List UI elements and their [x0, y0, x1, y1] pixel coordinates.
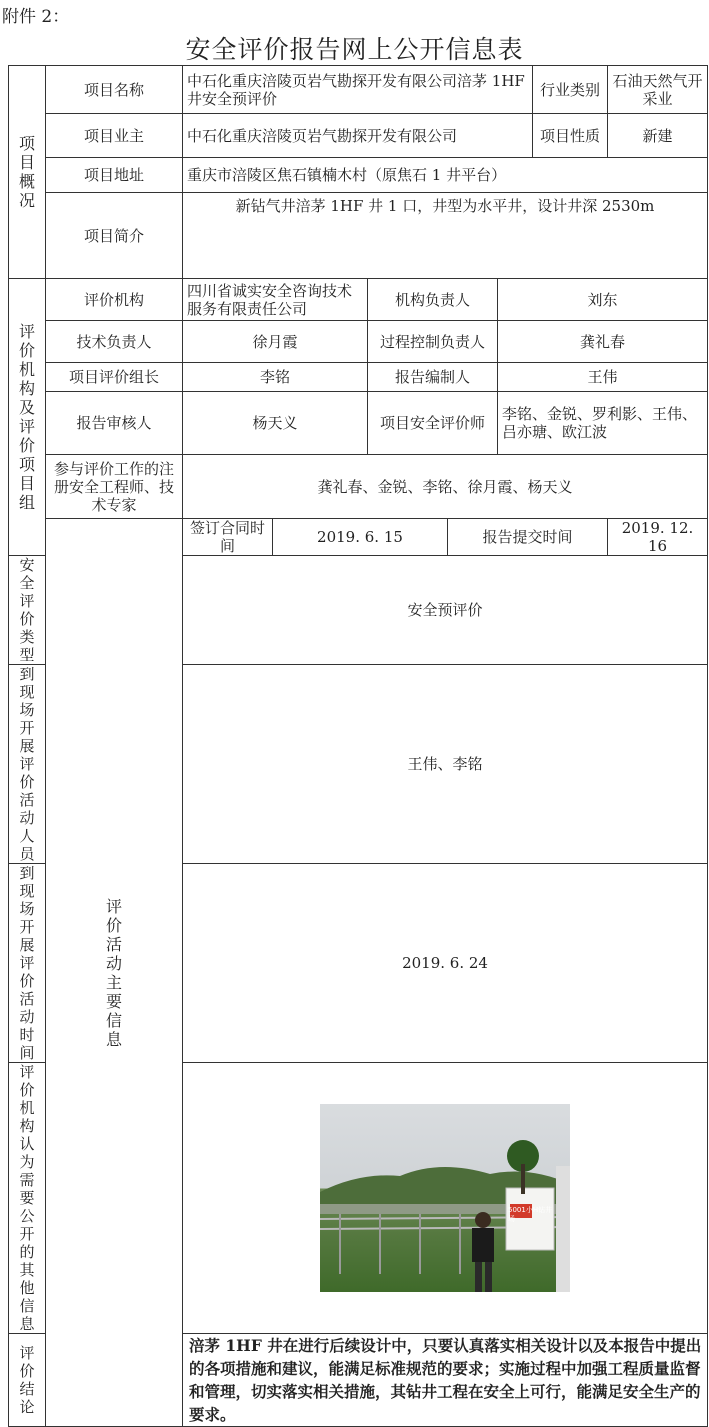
nature-label: 项目性质 — [533, 114, 608, 158]
site-photo-drawing — [320, 1104, 570, 1292]
leader-label: 项目评价组长 — [46, 363, 183, 392]
process-head-value: 龚礼春 — [498, 321, 708, 363]
writer-label: 报告编制人 — [368, 363, 498, 392]
industry-label: 行业类别 — [533, 66, 608, 114]
staff-label: 到现场开展评价活动人员 — [9, 665, 46, 864]
staff-value: 王伟、李铭 — [183, 665, 708, 864]
industry-value: 石油天然气开采业 — [608, 66, 708, 114]
org-head-label: 机构负责人 — [368, 279, 498, 321]
tech-head-value: 徐月霞 — [183, 321, 368, 363]
reviewer-label: 报告审核人 — [46, 392, 183, 455]
intro-value: 新钻气井涪茅 1HF 井 1 口，井型为水平井，设计井深 2530m — [183, 193, 708, 279]
time-label: 到现场开展评价活动时间 — [9, 864, 46, 1063]
evaluator-value: 李铭、金锐、罗利影、王伟、吕亦瑭、欧江波 — [498, 392, 708, 455]
other-info-cell — [183, 1063, 708, 1334]
submit-value: 2019. 12. 16 — [608, 519, 708, 556]
address-label: 项目地址 — [46, 158, 183, 193]
contract-value: 2019. 6. 15 — [273, 519, 448, 556]
contract-label: 签订合同时间 — [183, 519, 273, 556]
conclusion-value: 涪茅 1HF 井在进行后续设计中，只要认真落实相关设计以及本报告中提出的各项措施和建议，能满足标准规范的要求；实施过程中加强工程质量监督和管理，切实落实相关措施，其钻井工程在安全上可行，能满足安全生产的要求。 — [183, 1334, 708, 1427]
org-label: 评价机构 — [46, 279, 183, 321]
section-overview: 项目概况 — [9, 66, 46, 279]
owner-label: 项目业主 — [46, 114, 183, 158]
page-title: 安全评价报告网上公开信息表 — [185, 35, 524, 64]
site-sign-text: 5001小H钻井场 — [508, 1206, 553, 1223]
site-photo — [320, 1104, 570, 1292]
type-label: 安全评价类型 — [9, 556, 46, 665]
leader-value: 李铭 — [183, 363, 368, 392]
org-value: 四川省诚实安全咨询技术服务有限责任公司 — [183, 279, 368, 321]
other-info-label: 评价机构认为需要公开的其他信息 — [9, 1063, 46, 1334]
writer-value: 王伟 — [498, 363, 708, 392]
org-head-value: 刘东 — [498, 279, 708, 321]
engineers-value: 龚礼春、金锐、李铭、徐月霞、杨天义 — [183, 455, 708, 519]
intro-label: 项目简介 — [46, 193, 183, 279]
type-value: 安全预评价 — [183, 556, 708, 665]
section-agency: 评价机构及评价项目组 — [9, 279, 46, 556]
reviewer-value: 杨天义 — [183, 392, 368, 455]
section-activity: 评价活动主要信息 — [46, 519, 183, 1427]
tech-head-label: 技术负责人 — [46, 321, 183, 363]
evaluator-label: 项目安全评价师 — [368, 392, 498, 455]
process-head-label: 过程控制负责人 — [368, 321, 498, 363]
conclusion-label: 评价结论 — [9, 1334, 46, 1427]
submit-label: 报告提交时间 — [448, 519, 608, 556]
time-value: 2019. 6. 24 — [183, 864, 708, 1063]
address-value: 重庆市涪陵区焦石镇楠木村（原焦石 1 井平台） — [183, 158, 708, 193]
project-name-label: 项目名称 — [46, 66, 183, 114]
attachment-label: 附件 2： — [2, 7, 70, 27]
project-name-value: 中石化重庆涪陵页岩气勘探开发有限公司涪茅 1HF 井安全预评价 — [183, 66, 533, 114]
nature-value: 新建 — [608, 114, 708, 158]
engineers-label: 参与评价工作的注册安全工程师、技术专家 — [46, 455, 183, 519]
owner-value: 中石化重庆涪陵页岩气勘探开发有限公司 — [183, 114, 533, 158]
info-table — [8, 65, 708, 1427]
